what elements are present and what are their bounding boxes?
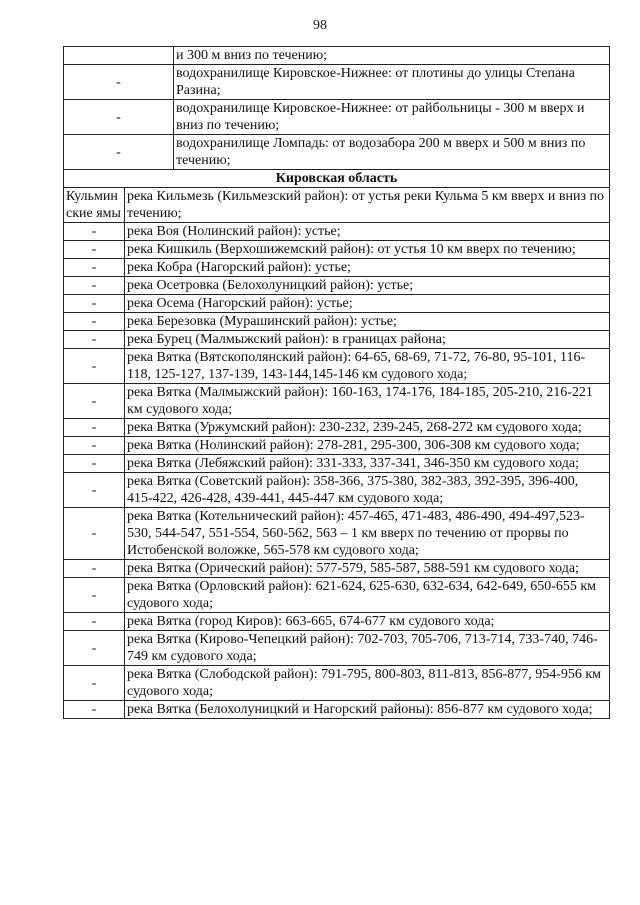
table-top	[63, 46, 610, 170]
row-text: река Вятка (Орловский район): 621-624, 625-630, 632-634, 642-649, 650-655 км судового хода;	[125, 578, 610, 613]
row-text: река Воя (Нолинский район): устье;	[125, 223, 610, 241]
row-text: река Кобра (Нагорский район): устье;	[125, 259, 610, 277]
row-label: -	[64, 578, 125, 613]
row-label: -	[64, 419, 125, 437]
row-label: -	[64, 331, 125, 349]
row-label: -	[64, 223, 125, 241]
row-text: река Вятка (Советский район): 358-366, 375-380, 382-383, 392-395, 396-400, 415-422, 426-428, 439-441, 445-447 км судового хода;	[125, 473, 610, 508]
row-label: -	[64, 508, 125, 560]
row-label: -	[64, 631, 125, 666]
row-label: -	[64, 295, 125, 313]
region-heading-row	[64, 170, 610, 188]
table-row	[64, 188, 610, 223]
row-text: река Вятка (Орический район): 577-579, 585-587, 588-591 км судового хода;	[125, 560, 610, 578]
row-text: река Березовка (Мурашинский район): устье;	[125, 313, 610, 331]
table-row	[64, 631, 610, 666]
row-label: -	[64, 277, 125, 295]
table-row	[64, 473, 610, 508]
row-label: -	[64, 241, 125, 259]
row-text: река Вятка (Лебяжский район): 331-333, 337-341, 346-350 км судового хода;	[125, 455, 610, 473]
table-row	[64, 259, 610, 277]
row-text: река Вятка (Белохолуницкий и Нагорский районы): 856-877 км судового хода;	[125, 701, 610, 719]
region-heading: Кировская область	[64, 170, 610, 188]
row-label: -	[64, 100, 174, 135]
table-row	[64, 666, 610, 701]
row-text: водохранилище Ломпадь: от водозабора 200 м вверх и 500 м вниз по течению;	[174, 135, 610, 170]
row-text: водохранилище Кировское-Нижнее: от плотины до улицы Степана Разина;	[174, 65, 610, 100]
row-label: -	[64, 437, 125, 455]
table-row	[64, 437, 610, 455]
table-row	[64, 65, 610, 100]
table-row	[64, 100, 610, 135]
table-region	[63, 169, 610, 719]
table-row	[64, 578, 610, 613]
table-row	[64, 135, 610, 170]
row-text: река Вятка (город Киров): 663-665, 674-677 км судового хода;	[125, 613, 610, 631]
row-text: и 300 м вниз по течению;	[174, 47, 610, 65]
table-row	[64, 508, 610, 560]
row-label: -	[64, 135, 174, 170]
table-row	[64, 313, 610, 331]
table-row	[64, 223, 610, 241]
row-text: река Вятка (Вятскополянский район): 64-65, 68-69, 71-72, 76-80, 95-101, 116-118, 125-127, 137-139, 143-144,145-146 км судового хода;	[125, 349, 610, 384]
row-label: -	[64, 473, 125, 508]
table-row	[64, 560, 610, 578]
row-label: -	[64, 259, 125, 277]
table-row	[64, 295, 610, 313]
row-label: -	[64, 560, 125, 578]
row-label: -	[64, 65, 174, 100]
row-text: река Бурец (Малмыжский район): в границах района;	[125, 331, 610, 349]
row-text: река Вятка (Уржумский район): 230-232, 239-245, 268-272 км судового хода;	[125, 419, 610, 437]
table-row	[64, 241, 610, 259]
table-row	[64, 384, 610, 419]
row-text: водохранилище Кировское-Нижнее: от райбольницы - 300 м вверх и вниз по течению;	[174, 100, 610, 135]
table-row	[64, 331, 610, 349]
table-row	[64, 277, 610, 295]
row-label: -	[64, 455, 125, 473]
row-text: река Кильмезь (Кильмезский район): от устья реки Кульма 5 км вверх и вниз по течению;	[125, 188, 610, 223]
page-number: 98	[313, 18, 327, 33]
table-row	[64, 47, 610, 65]
row-label: -	[64, 313, 125, 331]
table-row	[64, 419, 610, 437]
table-row	[64, 349, 610, 384]
row-label: -	[64, 701, 125, 719]
row-label: -	[64, 666, 125, 701]
row-text: река Кишкиль (Верхошижемский район): от устья 10 км вверх по течению;	[125, 241, 610, 259]
table-row	[64, 701, 610, 719]
row-label: Кульмин ские ямы	[64, 188, 125, 223]
row-text: река Вятка (Слободской район): 791-795, 800-803, 811-813, 856-877, 954-956 км судового хода;	[125, 666, 610, 701]
row-text: река Вятка (Кирово-Чепецкий район): 702-703, 705-706, 713-714, 733-740, 746-749 км судового хода;	[125, 631, 610, 666]
row-text: река Вятка (Нолинский район): 278-281, 295-300, 306-308 км судового хода;	[125, 437, 610, 455]
row-label: -	[64, 349, 125, 384]
document-table-wrapper	[63, 46, 609, 719]
row-text: река Осема (Нагорский район): устье;	[125, 295, 610, 313]
row-label	[64, 47, 174, 65]
row-label: -	[64, 384, 125, 419]
row-text: река Вятка (Котельнический район): 457-465, 471-483, 486-490, 494-497,523-530, 544-547, 551-554, 560-562, 563 – 1 км вверх по течению от прорвы по Истобенской воложке, 565-578 км судового хода;	[125, 508, 610, 560]
table-row	[64, 455, 610, 473]
row-label: -	[64, 613, 125, 631]
row-text: река Вятка (Малмыжский район): 160-163, 174-176, 184-185, 205-210, 216-221 км судового хода;	[125, 384, 610, 419]
row-text: река Осетровка (Белохолуницкий район): устье;	[125, 277, 610, 295]
table-row	[64, 613, 610, 631]
